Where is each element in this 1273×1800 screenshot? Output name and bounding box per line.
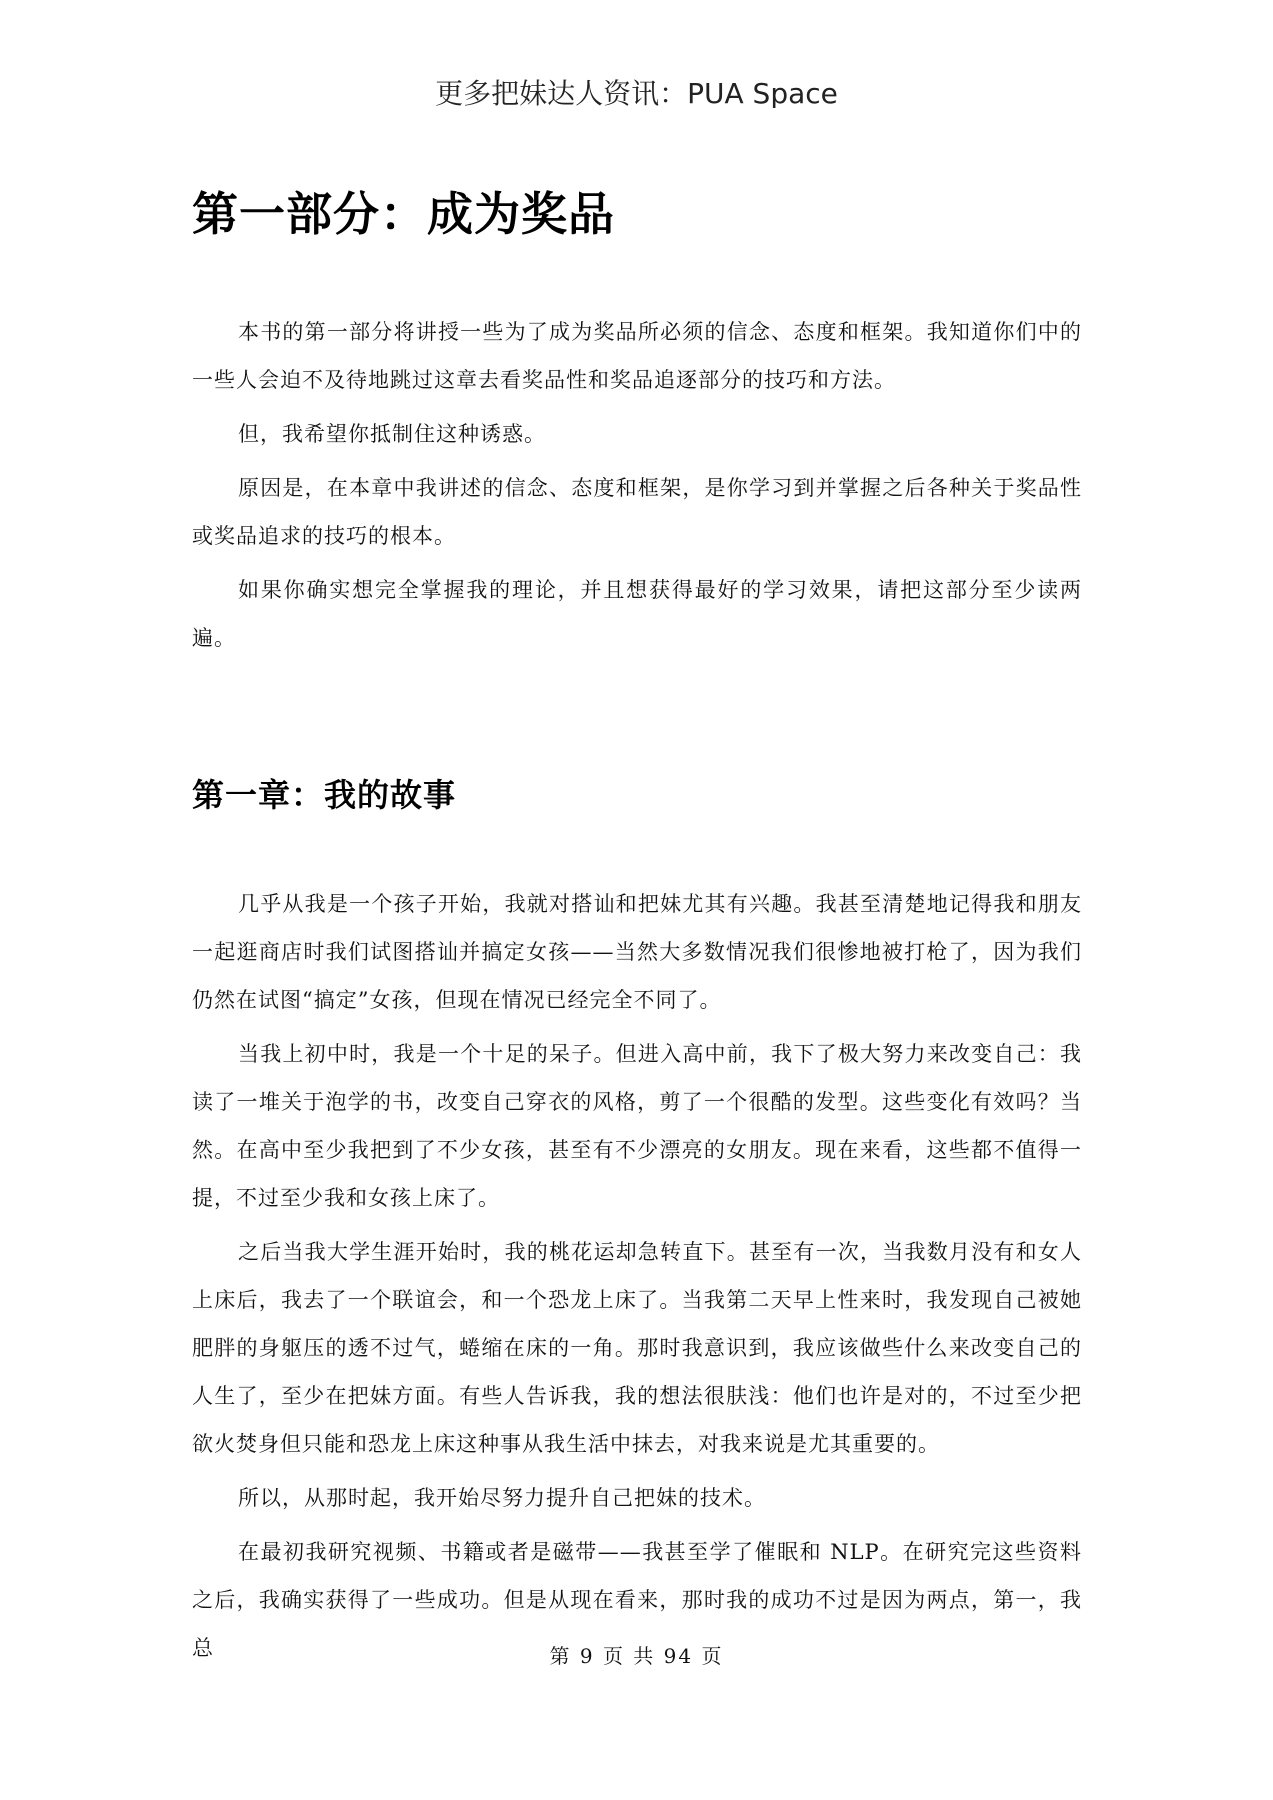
paragraph: 在最初我研究视频、书籍或者是磁带——我甚至学了催眠和 NLP。在研究完这些资料之后，我确实获得了一些成功。但是从现在看来，那时我的成功不过是因为两点，第一，我总 xyxy=(192,1540,1082,1660)
part-title: 第一部分：成为奖品 xyxy=(192,187,615,241)
chapter-title: 第一章：我的故事 xyxy=(192,776,457,814)
paragraph: 之后当我大学生涯开始时，我的桃花运却急转直下。甚至有一次，当我数月没有和女人上床后，我去了一个联谊会，和一个恐龙上床了。当我第二天早上性来时，我发现自己被她肥胖的身躯压的透不过气，蜷缩在床的一角。那时我意识到，我应该做些什么来改变自己的人生了，至少在把妹方面。有些人告诉我，我的想法很肤浅：他们也许是对的，不过至少把欲火焚身但只能和恐龙上床这种事从我生活中抹去，对我来说是尤其重要的。 xyxy=(192,1240,1082,1456)
paragraph: 但，我希望你抵制住这种诱惑。 xyxy=(238,422,546,446)
paragraph: 几乎从我是一个孩子开始，我就对搭讪和把妹尤其有兴趣。我甚至清楚地记得我和朋友一起逛商店时我们试图搭讪并搞定女孩——当然大多数情况我们很惨地被打枪了，因为我们仍然在试图“搞定”女孩，但现在情况已经完全不同了。 xyxy=(192,892,1082,1012)
chapter-body xyxy=(192,880,1082,1678)
page-header: 更多把妹达人资讯：PUA Space xyxy=(435,77,838,108)
paragraph: 如果你确实想完全掌握我的理论，并且想获得最好的学习效果，请把这部分至少读两遍。 xyxy=(192,578,1082,650)
paragraph: 所以，从那时起，我开始尽努力提升自己把妹的技术。 xyxy=(238,1486,766,1510)
paragraph: 本书的第一部分将讲授一些为了成为奖品所必须的信念、态度和框架。我知道你们中的一些人会迫不及待地跳过这章去看奖品性和奖品追逐部分的技巧和方法。 xyxy=(192,320,1082,392)
page-number: 第 9 页 共 94 页 xyxy=(549,1644,724,1668)
paragraph: 当我上初中时，我是一个十足的呆子。但进入高中前，我下了极大努力来改变自己：我读了一堆关于泡学的书，改变自己穿衣的风格，剪了一个很酷的发型。这些变化有效吗？当然。在高中至少我把到了不少女孩，甚至有不少漂亮的女朋友。现在来看，这些都不值得一提，不过至少我和女孩上床了。 xyxy=(192,1042,1082,1210)
paragraph: 原因是，在本章中我讲述的信念、态度和框架，是你学习到并掌握之后各种关于奖品性或奖品追求的技巧的根本。 xyxy=(192,476,1082,548)
part-intro xyxy=(192,308,1082,668)
